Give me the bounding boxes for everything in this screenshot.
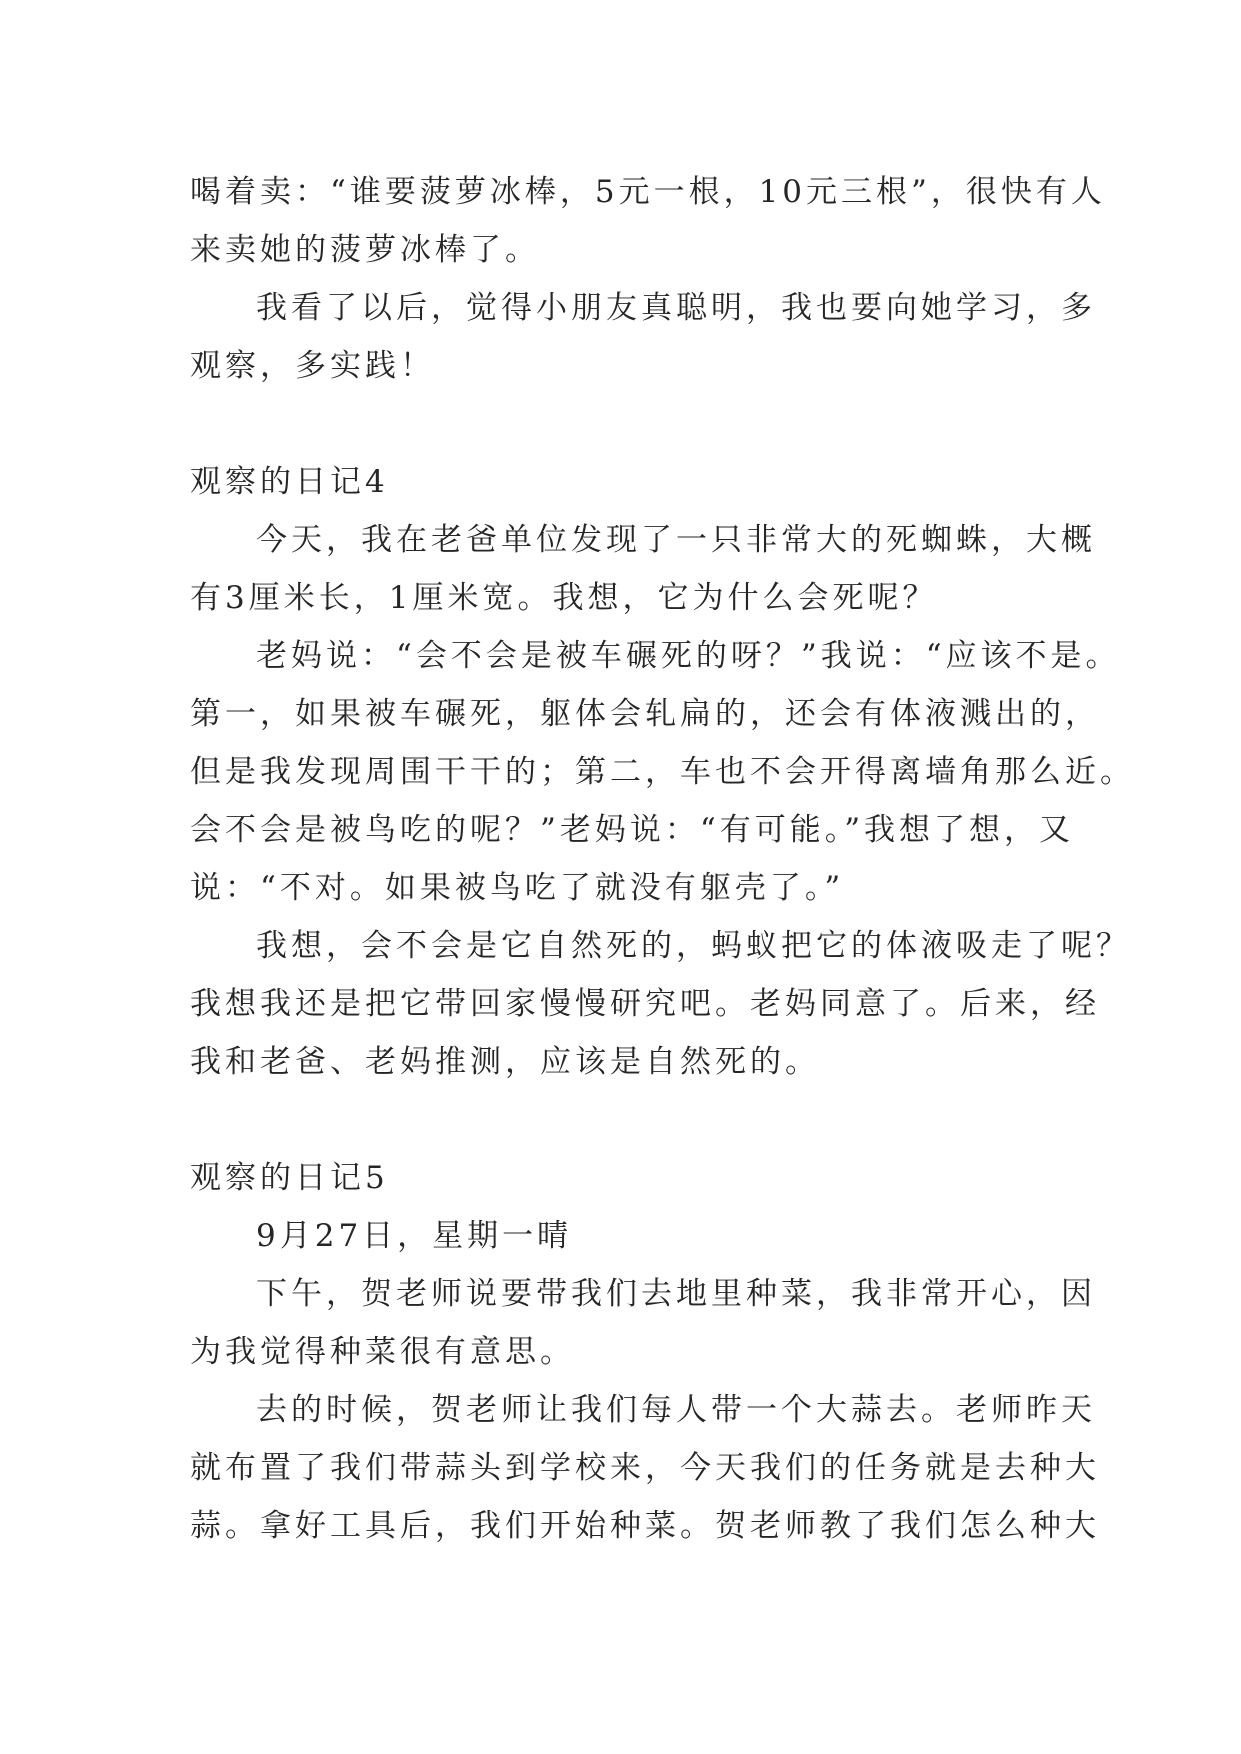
text-line: 第一，如果被车碾死，躯体会轧扁的，还会有体液溅出的， (190, 696, 1100, 732)
text-line: 说：“不对。如果被鸟吃了就没有躯壳了。” (190, 870, 845, 906)
document-body (190, 163, 1135, 1555)
text-line: 今天，我在老爸单位发现了一只非常大的死蜘蛛，大概 (256, 522, 1096, 558)
blank-line (190, 1091, 1055, 1149)
text-line: 我想我还是把它带回家慢慢研究吧。老妈同意了。后来，经 (190, 986, 1100, 1022)
text-line: 我想，会不会是它自然死的，蚂蚁把它的体液吸走了呢？ (256, 928, 1131, 964)
text-line: 喝着卖：“谁要菠萝冰棒，5元一根，10元三根”，很快有人 (190, 174, 1106, 210)
section-heading: 观察的日记4 (190, 464, 389, 500)
text-line: 但是我发现周围干干的；第二，车也不会开得离墙角那么近。 (190, 754, 1135, 790)
text-line: 蒜。拿好工具后，我们开始种菜。贺老师教了我们怎么种大 (190, 1508, 1100, 1544)
text-line: 老妈说：“会不会是被车碾死的呀？”我说：“应该不是。 (256, 638, 1121, 674)
text-line: 为我觉得种菜很有意思。 (190, 1334, 575, 1370)
text-line: 有3厘米长，1厘米宽。我想，它为什么会死呢？ (190, 580, 938, 616)
text-line: 我和老爸、老妈推测，应该是自然死的。 (190, 1044, 820, 1080)
text-line: 我看了以后，觉得小朋友真聪明，我也要向她学习，多 (256, 290, 1096, 326)
text-line: 观察，多实践！ (190, 348, 435, 384)
section-heading: 观察的日记5 (190, 1160, 389, 1196)
date-line: 9月27日，星期一晴 (256, 1218, 573, 1254)
text-line: 来卖她的菠萝冰棒了。 (190, 232, 540, 268)
text-line: 下午，贺老师说要带我们去地里种菜，我非常开心，因 (256, 1276, 1096, 1312)
text-line: 会不会是被鸟吃的呢？”老妈说：“有可能。”我想了想，又 (190, 812, 1075, 848)
text-line: 就布置了我们带蒜头到学校来，今天我们的任务就是去种大 (190, 1450, 1100, 1486)
blank-line (190, 395, 1055, 453)
text-line: 去的时候，贺老师让我们每人带一个大蒜去。老师昨天 (256, 1392, 1096, 1428)
